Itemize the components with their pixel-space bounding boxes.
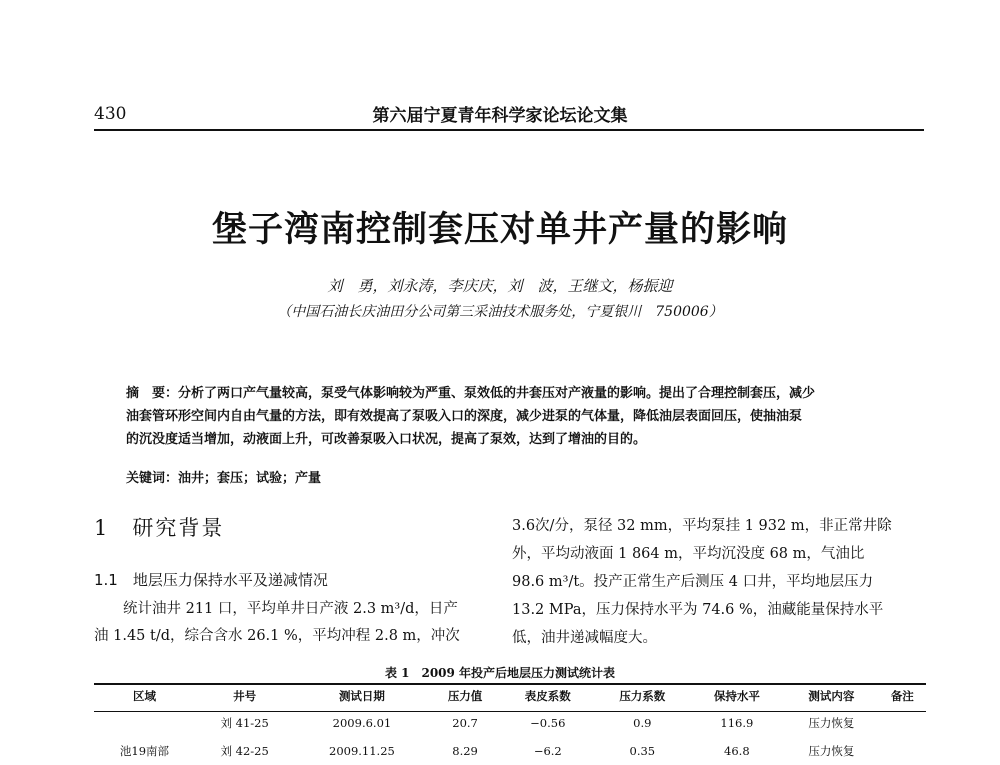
body-line: 油 1.45 t/d，综合含水 26.1 %，平均冲程 2.8 m，冲次 <box>94 628 460 644</box>
col-skin: 表皮系数 <box>524 689 571 703</box>
subsection-heading: 1.1 地层压力保持水平及递减情况 <box>94 571 328 589</box>
col-pressure: 压力值 <box>447 689 483 703</box>
cell: −6.2 <box>533 744 562 758</box>
cell: 20.7 <box>452 716 478 730</box>
body-left-column <box>94 596 494 650</box>
cell <box>879 737 926 765</box>
cell <box>94 709 195 737</box>
running-header: 第六届宁夏青年科学家论坛论文集 <box>372 106 628 126</box>
body-line: 98.6 m³/t。投产正常生产后测压 4 口井，平均地层压力 <box>512 574 874 590</box>
table-caption: 表 1 2009 年投产后地层压力测试统计表 <box>384 666 616 680</box>
header-rule <box>94 129 924 131</box>
page-number: 430 <box>94 104 127 124</box>
abstract-line: 油套管环形空间内自由气量的方法，即有效提高了泵吸入口的深度，减少进泵的气体量，降低油层表面回压，使抽油泵 <box>126 409 803 424</box>
table-header-row <box>94 683 926 709</box>
cell: 116.9 <box>720 716 754 730</box>
table-row <box>94 709 926 737</box>
cell: 刘 42-25 <box>220 744 269 758</box>
cell: 2009.6.01 <box>332 716 392 730</box>
authors: 刘 勇，刘永涛，李庆庆，刘 波，王继文，杨振迎 <box>327 277 673 295</box>
table-row <box>94 737 926 765</box>
cell <box>879 709 926 737</box>
abstract <box>126 382 926 451</box>
body-line: 低，油井递减幅度大。 <box>512 630 657 646</box>
col-date: 测试日期 <box>338 689 385 703</box>
cell: 8.29 <box>452 744 478 758</box>
abstract-line: 的沉没度适当增加，动液面上升，可改善泵吸入口状况，提高了泵效，达到了增油的目的。 <box>126 432 647 447</box>
col-pressure-coef: 压力系数 <box>619 689 666 703</box>
affiliation: （中国石油长庆油田分公司第三采油技术服务处，宁夏银川 750006） <box>277 304 723 320</box>
col-well: 井号 <box>233 689 257 703</box>
cell: −0.56 <box>530 716 566 730</box>
col-maintain-level: 保持水平 <box>713 689 760 703</box>
cell: 池19南部 <box>119 744 170 758</box>
cell: 46.8 <box>724 744 750 758</box>
pressure-test-table <box>94 683 926 765</box>
body-line: 13.2 MPa，压力保持水平为 74.6 %，油藏能量保持水平 <box>512 602 884 618</box>
abstract-line: 摘 要：分析了两口产气量较高，泵受气体影响较为严重、泵效低的井套压对产液量的影响。提出了合理控制套压，减少 <box>126 386 816 401</box>
body-line: 3.6次/分，泵径 32 mm，平均泵挂 1 932 m，非正常井除 <box>512 518 892 534</box>
keywords: 关键词：油井；套压；试验；产量 <box>126 471 322 486</box>
section-heading: 1 研究背景 <box>94 516 225 540</box>
cell: 压力恢复 <box>808 716 855 730</box>
paper-title: 堡子湾南控制套压对单井产量的影响 <box>211 210 788 250</box>
body-line: 外，平均动液面 1 864 m，平均沉没度 68 m，气油比 <box>512 546 865 562</box>
cell: 0.9 <box>633 716 652 730</box>
col-test-content: 测试内容 <box>808 689 855 703</box>
cell: 压力恢复 <box>808 744 855 758</box>
col-note: 备注 <box>890 689 914 703</box>
cell: 刘 41-25 <box>220 716 269 730</box>
cell: 0.35 <box>629 744 656 758</box>
body-right-column <box>512 512 926 652</box>
body-line: 统计油井 211 口，平均单井日产液 2.3 m³/d，日产 <box>94 601 458 617</box>
cell: 2009.11.25 <box>329 744 395 758</box>
col-region: 区域 <box>132 689 156 703</box>
